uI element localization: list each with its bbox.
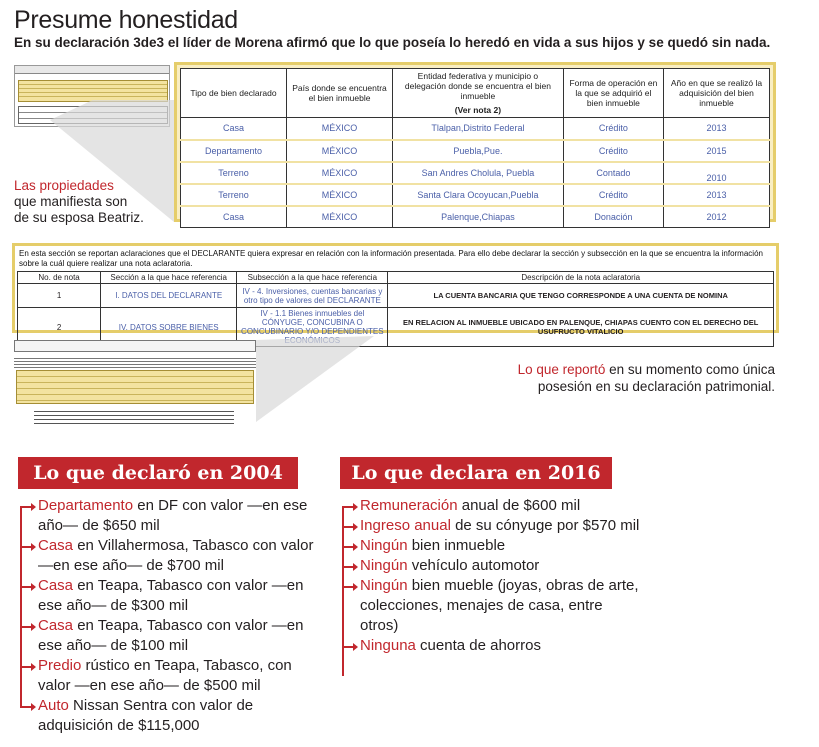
arrow-icon [20,586,32,588]
list-item: Auto Nissan Sentra con valor de adquisición de $115,000 [20,696,320,736]
arrow-icon [20,626,32,628]
arrow-icon [342,546,354,548]
table-header: Tipo de bien declarado [181,69,287,118]
table-row: 1 I. DATOS DEL DECLARANTE IV - 4. Inversiones, cuentas bancarias y otro tipo de valores del DECLARANTE LA CUENTA BANCARIA QUE TENGO CORRESPONDE A UNA CUENTA DE NOMINA [18,284,774,308]
arrow-icon [20,546,32,548]
right-caption-highlight: Lo que reportó [517,362,606,377]
notes-intro: En esta sección se reportan aclaraciones que el DECLARANTE quiera expresar en relación con la información presentada. Para ello debe declarar la sección y subsección en la que se encuentra la información sobre la cuál quiere realizar una nota aclaratoria. [19,249,763,268]
list-item: Casa en Villahermosa, Tabasco con valor —en ese año— de $700 mil [20,536,320,576]
list-item: Casa en Teapa, Tabasco con valor —en ese año— de $300 mil [20,576,320,616]
list-item: Ningún vehículo automotor [342,556,642,576]
list-item: Ningún bien inmueble [342,536,642,556]
table-row: Departamento MÉXICO Puebla,Pue. Crédito 2015 [181,140,770,162]
arrow-icon [342,506,354,508]
table-header: Entidad federativa y municipio o delegación donde se encuentra el bien inmueble (Ver nota 2) [393,69,564,118]
table-header: Descripción de la nota aclaratoria [388,272,774,284]
table-row: Casa MÉXICO Tlalpan,Distrito Federal Crédito 2013 [181,118,770,140]
table-header: País donde se encuentra el bien inmueble [287,69,393,118]
document-thumbnail-notes [14,340,256,428]
right-caption [505,361,775,395]
side-caption-text: que manifiesta son de su esposa Beatriz. [14,194,144,225]
table-header: Sección a la que hace referencia [101,272,237,284]
list-item: Remuneración anual de $600 mil [342,496,642,516]
banner-2016: Lo que declara en 2016 [340,457,612,489]
arrow-icon [342,586,354,588]
list-2004 [20,496,320,736]
property-table [174,62,776,222]
list-item: Ninguna cuenta de ahorros [342,636,642,656]
arrow-icon [342,566,354,568]
list-item: Ningún bien mueble (joyas, obras de arte, colecciones, menajes de casa, entre otros) [342,576,642,636]
table-header: Año en que se realizó la adquisición del bien inmueble [663,69,769,118]
arrow-icon [342,646,354,648]
right-caption-text: en su momento como única posesión en su declaración patrimonial. [537,362,775,394]
table-header: No. de nota [18,272,101,284]
page-subtitle: En su declaración 3de3 el líder de Morena afirmó que lo que poseía lo heredó en vida a sus hijos y se quedó sin nada. [14,35,771,50]
table-row: Casa MÉXICO Palenque,Chiapas Donación 2012 [181,206,770,228]
table-row: Terreno MÉXICO San Andres Cholula, Puebla Contado 2010 [181,162,770,184]
side-caption [14,178,144,226]
list-item: Departamento en DF con valor —en ese año— de $650 mil [20,496,320,536]
table-header: Subsección a la que hace referencia [237,272,388,284]
side-caption-highlight: Las propiedades [14,178,114,193]
arrow-icon [20,666,32,668]
arrow-icon [20,506,32,508]
list-2016 [342,496,642,656]
list-item: Casa en Teapa, Tabasco con valor —en ese año— de $100 mil [20,616,320,656]
table-header: Forma de operación en la que se adquirió el bien inmueble [563,69,663,118]
arrow-icon [20,706,32,708]
table-row: Terreno MÉXICO Santa Clara Ocoyucan,Puebla Crédito 2013 [181,184,770,206]
list-item: Predio rústico en Teapa, Tabasco, con valor —en ese año— de $500 mil [20,656,320,696]
table-row: 2 IV. DATOS SOBRE BIENES IV - 1.1 Bienes inmuebles del CÓNYUGE, CONCUBINA O CONCUBINARIO Y/O DEPENDIENTES EN RELACION AL INMUEBLE UBICADO EN PALENQUE, CHIAPAS CUENTO CON EL DERECHO DEL USUFRUCTO VITALICIO [18,308,774,347]
list-item: Ingreso anual de su cónyuge por $570 mil [342,516,642,536]
banner-2004: Lo que declaró en 2004 [18,457,298,489]
page-title: Presume honestidad [14,6,238,34]
arrow-icon [342,526,354,528]
